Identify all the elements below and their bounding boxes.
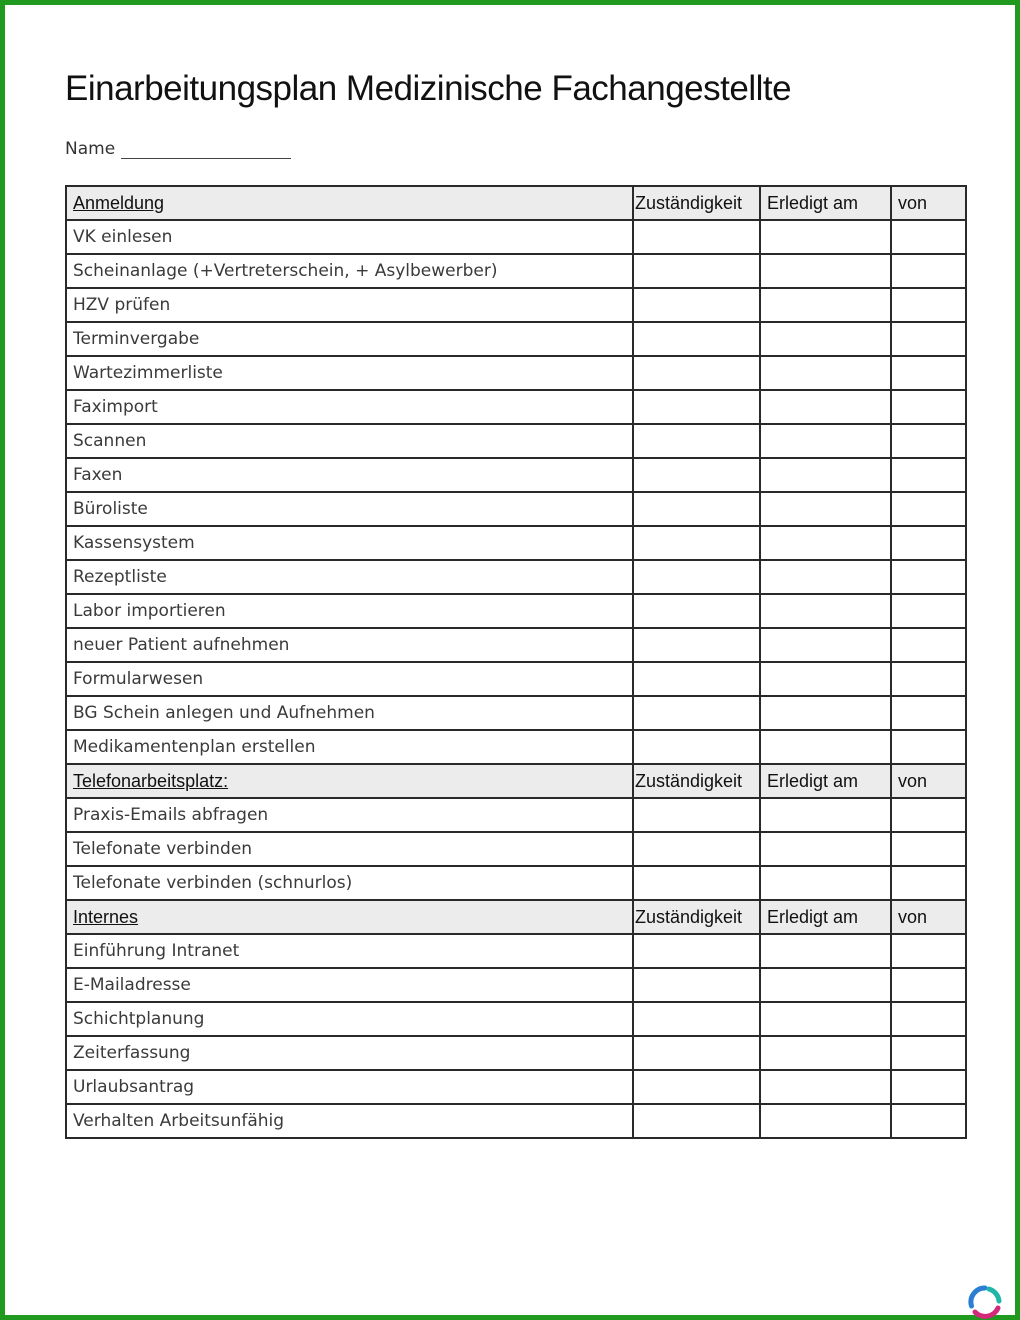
responsibility-cell[interactable] [633, 458, 760, 492]
by-cell[interactable] [891, 424, 966, 458]
task-label: BG Schein anlegen und Aufnehmen [66, 696, 633, 730]
by-cell[interactable] [891, 628, 966, 662]
done-on-cell[interactable] [760, 662, 891, 696]
by-cell[interactable] [891, 594, 966, 628]
done-on-cell[interactable] [760, 1104, 891, 1138]
task-row [66, 254, 966, 288]
task-label: Verhalten Arbeitsunfähig [66, 1104, 633, 1138]
section-header-row [66, 900, 966, 934]
responsibility-cell[interactable] [633, 662, 760, 696]
task-label: Kassensystem [66, 526, 633, 560]
circular-arrows-logo-icon [967, 1285, 1003, 1319]
task-label: Telefonate verbinden (schnurlos) [66, 866, 633, 900]
task-row [66, 356, 966, 390]
task-row [66, 1002, 966, 1036]
by-cell[interactable] [891, 662, 966, 696]
task-row [66, 560, 966, 594]
column-header-by: von [891, 186, 966, 220]
onboarding-table-body [66, 186, 966, 1138]
task-label: Schichtplanung [66, 1002, 633, 1036]
task-row [66, 696, 966, 730]
responsibility-cell[interactable] [633, 492, 760, 526]
task-row [66, 322, 966, 356]
column-header-responsibility: Zuständigkeit [633, 764, 760, 798]
task-row [66, 594, 966, 628]
by-cell[interactable] [891, 934, 966, 968]
task-label: E-Mailadresse [66, 968, 633, 1002]
responsibility-cell[interactable] [633, 696, 760, 730]
task-label: Wartezimmerliste [66, 356, 633, 390]
by-cell[interactable] [891, 254, 966, 288]
by-cell[interactable] [891, 560, 966, 594]
done-on-cell[interactable] [760, 628, 891, 662]
by-cell[interactable] [891, 832, 966, 866]
by-cell[interactable] [891, 492, 966, 526]
responsibility-cell[interactable] [633, 1104, 760, 1138]
responsibility-cell[interactable] [633, 832, 760, 866]
by-cell[interactable] [891, 322, 966, 356]
task-row [66, 1070, 966, 1104]
by-cell[interactable] [891, 866, 966, 900]
task-row [66, 968, 966, 1002]
onboarding-table [65, 185, 967, 1139]
task-row [66, 526, 966, 560]
task-row [66, 458, 966, 492]
task-label: Labor importieren [66, 594, 633, 628]
by-cell[interactable] [891, 730, 966, 764]
by-cell[interactable] [891, 356, 966, 390]
section-header-row [66, 764, 966, 798]
task-row [66, 628, 966, 662]
done-on-cell[interactable] [760, 1070, 891, 1104]
by-cell[interactable] [891, 696, 966, 730]
done-on-cell[interactable] [760, 254, 891, 288]
task-label: Einführung Intranet [66, 934, 633, 968]
task-label: Büroliste [66, 492, 633, 526]
done-on-cell[interactable] [760, 696, 891, 730]
task-row [66, 220, 966, 254]
by-cell[interactable] [891, 288, 966, 322]
responsibility-cell[interactable] [633, 390, 760, 424]
by-cell[interactable] [891, 968, 966, 1002]
by-cell[interactable] [891, 1002, 966, 1036]
done-on-cell[interactable] [760, 798, 891, 832]
responsibility-cell[interactable] [633, 798, 760, 832]
task-label: Scannen [66, 424, 633, 458]
responsibility-cell[interactable] [633, 628, 760, 662]
name-field [65, 139, 291, 159]
document-title: Einarbeitungsplan Medizinische Fachangestellte [65, 69, 792, 108]
done-on-cell[interactable] [760, 390, 891, 424]
by-cell[interactable] [891, 526, 966, 560]
done-on-cell[interactable] [760, 934, 891, 968]
responsibility-cell[interactable] [633, 1070, 760, 1104]
task-row [66, 424, 966, 458]
done-on-cell[interactable] [760, 458, 891, 492]
done-on-cell[interactable] [760, 424, 891, 458]
section-title: Anmeldung [66, 186, 633, 220]
task-label: Formularwesen [66, 662, 633, 696]
done-on-cell[interactable] [760, 526, 891, 560]
responsibility-cell[interactable] [633, 288, 760, 322]
task-label: Rezeptliste [66, 560, 633, 594]
task-label: Urlaubsantrag [66, 1070, 633, 1104]
responsibility-cell[interactable] [633, 1036, 760, 1070]
task-row [66, 798, 966, 832]
done-on-cell[interactable] [760, 322, 891, 356]
column-header-done-on: Erledigt am [760, 900, 891, 934]
done-on-cell[interactable] [760, 288, 891, 322]
task-row [66, 832, 966, 866]
name-label: Name [65, 139, 116, 159]
by-cell[interactable] [891, 798, 966, 832]
responsibility-cell[interactable] [633, 594, 760, 628]
task-row [66, 492, 966, 526]
responsibility-cell[interactable] [633, 254, 760, 288]
task-row [66, 1104, 966, 1138]
by-cell[interactable] [891, 458, 966, 492]
responsibility-cell[interactable] [633, 322, 760, 356]
column-header-responsibility: Zuständigkeit [633, 900, 760, 934]
done-on-cell[interactable] [760, 594, 891, 628]
responsibility-cell[interactable] [633, 866, 760, 900]
done-on-cell[interactable] [760, 356, 891, 390]
by-cell[interactable] [891, 1036, 966, 1070]
column-header-responsibility: Zuständigkeit [633, 186, 760, 220]
by-cell[interactable] [891, 1104, 966, 1138]
by-cell[interactable] [891, 220, 966, 254]
responsibility-cell[interactable] [633, 526, 760, 560]
by-cell[interactable] [891, 1070, 966, 1104]
done-on-cell[interactable] [760, 866, 891, 900]
section-title: Internes [66, 900, 633, 934]
done-on-cell[interactable] [760, 730, 891, 764]
task-row [66, 288, 966, 322]
responsibility-cell[interactable] [633, 560, 760, 594]
done-on-cell[interactable] [760, 1036, 891, 1070]
task-row [66, 866, 966, 900]
column-header-by: von [891, 764, 966, 798]
task-row [66, 662, 966, 696]
responsibility-cell[interactable] [633, 424, 760, 458]
responsibility-cell[interactable] [633, 934, 760, 968]
task-label: Faximport [66, 390, 633, 424]
column-header-done-on: Erledigt am [760, 764, 891, 798]
responsibility-cell[interactable] [633, 730, 760, 764]
column-header-by: von [891, 900, 966, 934]
responsibility-cell[interactable] [633, 968, 760, 1002]
task-label: Terminvergabe [66, 322, 633, 356]
task-row [66, 730, 966, 764]
responsibility-cell[interactable] [633, 1002, 760, 1036]
task-row [66, 934, 966, 968]
responsibility-cell[interactable] [633, 220, 760, 254]
task-label: Praxis-Emails abfragen [66, 798, 633, 832]
task-label: HZV prüfen [66, 288, 633, 322]
name-blank-line [121, 140, 291, 159]
task-label: Medikamentenplan erstellen [66, 730, 633, 764]
section-title: Telefonarbeitsplatz: [66, 764, 633, 798]
column-header-done-on: Erledigt am [760, 186, 891, 220]
done-on-cell[interactable] [760, 220, 891, 254]
task-label: Telefonate verbinden [66, 832, 633, 866]
done-on-cell[interactable] [760, 1002, 891, 1036]
task-label: Scheinanlage (+Vertreterschein, + Asylbewerber) [66, 254, 633, 288]
done-on-cell[interactable] [760, 832, 891, 866]
task-label: VK einlesen [66, 220, 633, 254]
done-on-cell[interactable] [760, 492, 891, 526]
responsibility-cell[interactable] [633, 356, 760, 390]
task-label: Zeiterfassung [66, 1036, 633, 1070]
done-on-cell[interactable] [760, 560, 891, 594]
done-on-cell[interactable] [760, 968, 891, 1002]
task-label: Faxen [66, 458, 633, 492]
task-label: neuer Patient aufnehmen [66, 628, 633, 662]
section-header-row [66, 186, 966, 220]
task-row [66, 1036, 966, 1070]
by-cell[interactable] [891, 390, 966, 424]
task-row [66, 390, 966, 424]
